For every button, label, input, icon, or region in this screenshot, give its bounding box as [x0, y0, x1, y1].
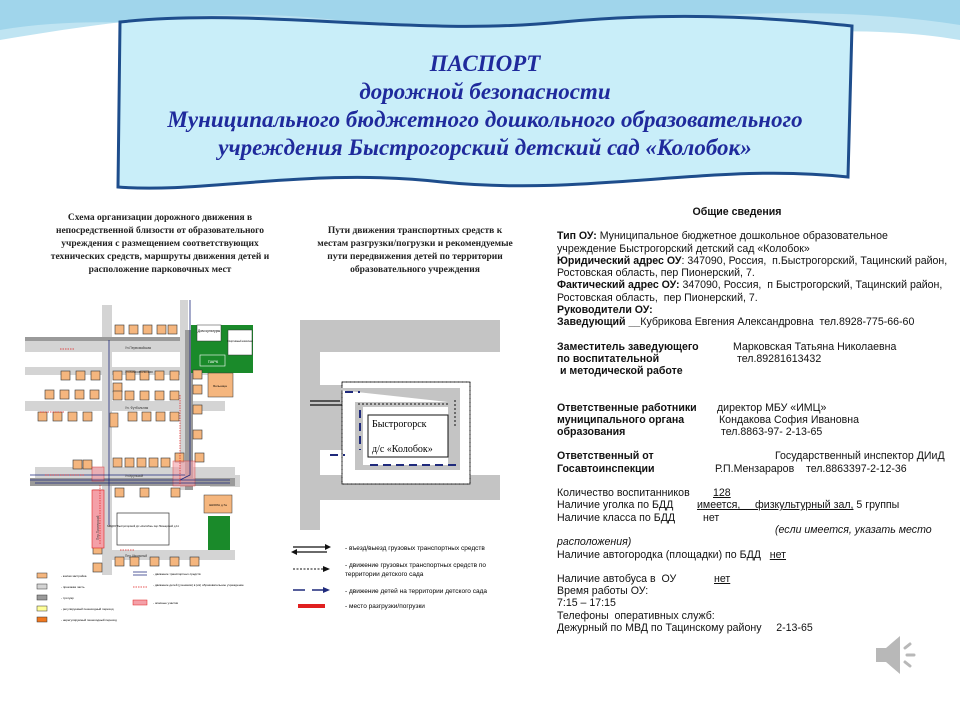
svg-text:ПАРК: ПАРК	[207, 359, 219, 364]
house	[140, 488, 149, 497]
svg-text:- тротуар: - тротуар	[61, 596, 74, 600]
svg-text:- въезд/выезд грузовых транспо: - въезд/выезд грузовых транспортных средств	[345, 545, 485, 552]
left-map-caption: Схема организации дорожного движения в непосредственной близости от образовательного учреждения с размещением соответствующих технических средств, маршруты движения детей и расположение парковочных мест	[50, 213, 270, 275]
house	[171, 488, 180, 497]
house	[113, 371, 122, 380]
house	[113, 458, 122, 467]
info-heading: Общие сведения	[692, 206, 782, 218]
house	[170, 412, 179, 421]
territory-legend	[285, 535, 515, 615]
house	[38, 412, 47, 421]
house	[170, 371, 179, 380]
house	[75, 390, 84, 399]
svg-text:ШКОЛА д.7а: ШКОЛА д.7а	[209, 503, 227, 507]
house	[155, 371, 164, 380]
house	[129, 325, 138, 334]
traffic-scheme-map	[25, 295, 275, 625]
house	[170, 557, 179, 566]
svg-text:Спортивный комплекс: Спортивный комплекс	[227, 340, 253, 343]
house	[60, 390, 69, 399]
house	[161, 458, 170, 467]
svg-text:Ул.Первомайская: Ул.Первомайская	[125, 346, 152, 350]
house	[195, 453, 204, 462]
svg-text:д/с «Колобок»: д/с «Колобок»	[372, 444, 433, 455]
house	[45, 390, 54, 399]
svg-text:- движение грузовых транспортн: - движение грузовых транспортных средств по	[345, 562, 487, 569]
house	[156, 412, 165, 421]
house	[175, 453, 184, 462]
svg-text:- регулируемый пешеходный пере: - регулируемый пешеходный переход	[61, 607, 114, 611]
svg-text:Быстрогорск: Быстрогорск	[372, 419, 427, 430]
house	[150, 557, 159, 566]
house	[128, 412, 137, 421]
svg-text:МБДОУ Быстрогорский д/с «Колоб: МБДОУ Быстрогорский д/с «Колобок» пер.Пионерский д.11	[107, 525, 179, 528]
svg-text:территории детского сада: территории детского сада	[345, 571, 424, 578]
speaker-icon[interactable]	[872, 630, 922, 680]
svg-text:- проезжая часть: - проезжая часть	[61, 585, 85, 589]
house	[155, 391, 164, 400]
house	[170, 391, 179, 400]
house	[93, 563, 102, 572]
house	[168, 325, 177, 334]
house	[113, 391, 122, 400]
house	[83, 460, 92, 469]
house	[83, 412, 92, 421]
svg-text:Пер.Пионерский: Пер.Пионерский	[96, 515, 100, 540]
house	[137, 458, 146, 467]
house	[113, 383, 122, 392]
svg-text:- опасные участки: - опасные участки	[153, 601, 179, 605]
house	[130, 557, 139, 566]
house	[193, 385, 202, 394]
general-info: Общие сведения Тип ОУ: Муниципальное бюджетное дошкольное образовательное учреждение Быстрогорский детский сад «Колобок» Юридический адрес ОУ: 347090, Россия, п.Быстрогорский, Тацинский район, Ростовская область, пер Пионерский, 7. Фактический адрес ОУ: 347090, Россия, п Быстрогорский, Тацинский район, Ростовская область, пер Пионерский, 7. Руководители ОУ: Заведующий __Кубрикова Евгения Александровна тел.8928-775-66-60 Заместитель заведующего Марковская Татьяна Николаевна по воспитательной тел.89281613432 и методической работе Ответственные работники директор МБУ «ИМЦ» муниципального органа Кондакова София Ивановна образования тел.8863-97- 2-13-65 Ответственный от Государственный инспектор ДИиД Госавтоинспекции Р.П.Мензараров тел.8863397-2-12-36 Количество воспитанников 128 Наличие уголка по БДД имеется, физкультурный зал, 5 группы Наличие класса по БДД нет (если имеется, указать место расположения) Наличие автогородка (площадки) по БДД нет Наличие автобуса в ОУ нет Время работы ОУ: 7:15 – 17:15 Телефоны оперативных служб: Дежурный по МВД по Тацинскому району 2-13-65	[557, 206, 957, 634]
house	[193, 405, 202, 414]
page-title: ПАСПОРТ дорожной безопасности Муниципального бюджетного дошкольного образовательного учреждения Быстрогорский детский сад «Колобок»	[167, 51, 803, 160]
right-map-caption: Пути движения транспортных средств к местам разгрузки/погрузки и рекомендуемые пути передвижения детей по территории образовательного учреждения	[317, 226, 513, 275]
svg-text:- нерегулируемый пешеходный пе: - нерегулируемый пешеходный переход	[61, 618, 117, 622]
house	[91, 371, 100, 380]
house	[190, 557, 199, 566]
svg-text:Дом культуры: Дом культуры	[197, 329, 221, 333]
house	[115, 488, 124, 497]
svg-text:- движение детей (учеников) в: - движение детей (учеников) в (из) образовательное учреждение	[153, 583, 244, 587]
house	[53, 412, 62, 421]
house	[149, 458, 158, 467]
svg-text:- жилая застройка: - жилая застройка	[61, 574, 87, 578]
house	[140, 391, 149, 400]
house	[115, 325, 124, 334]
house	[193, 430, 202, 439]
svg-text:Пер.Школьный: Пер.Школьный	[125, 554, 148, 558]
house	[125, 458, 134, 467]
territory-route-map	[300, 320, 500, 530]
svg-text:Ул.Комсомольская: Ул.Комсомольская	[125, 370, 153, 374]
house	[115, 557, 124, 566]
house	[68, 412, 77, 421]
svg-text:- место разгрузки/погрузки: - место разгрузки/погрузки	[345, 603, 425, 610]
house	[61, 371, 70, 380]
svg-text:- движение детей на территории: - движение детей на территории детского сада	[345, 588, 487, 595]
house	[143, 325, 152, 334]
house	[73, 460, 82, 469]
svg-text:Ул.Крупской: Ул.Крупской	[125, 474, 144, 478]
house	[193, 370, 202, 379]
house	[90, 390, 99, 399]
house	[142, 412, 151, 421]
svg-text:Ул. Футбольная: Ул. Футбольная	[125, 406, 149, 410]
svg-text:- движение транспортных средст: - движение транспортных средств	[153, 572, 201, 576]
svg-text:Больница: Больница	[213, 384, 227, 388]
house	[157, 325, 166, 334]
house	[76, 371, 85, 380]
house	[125, 391, 134, 400]
